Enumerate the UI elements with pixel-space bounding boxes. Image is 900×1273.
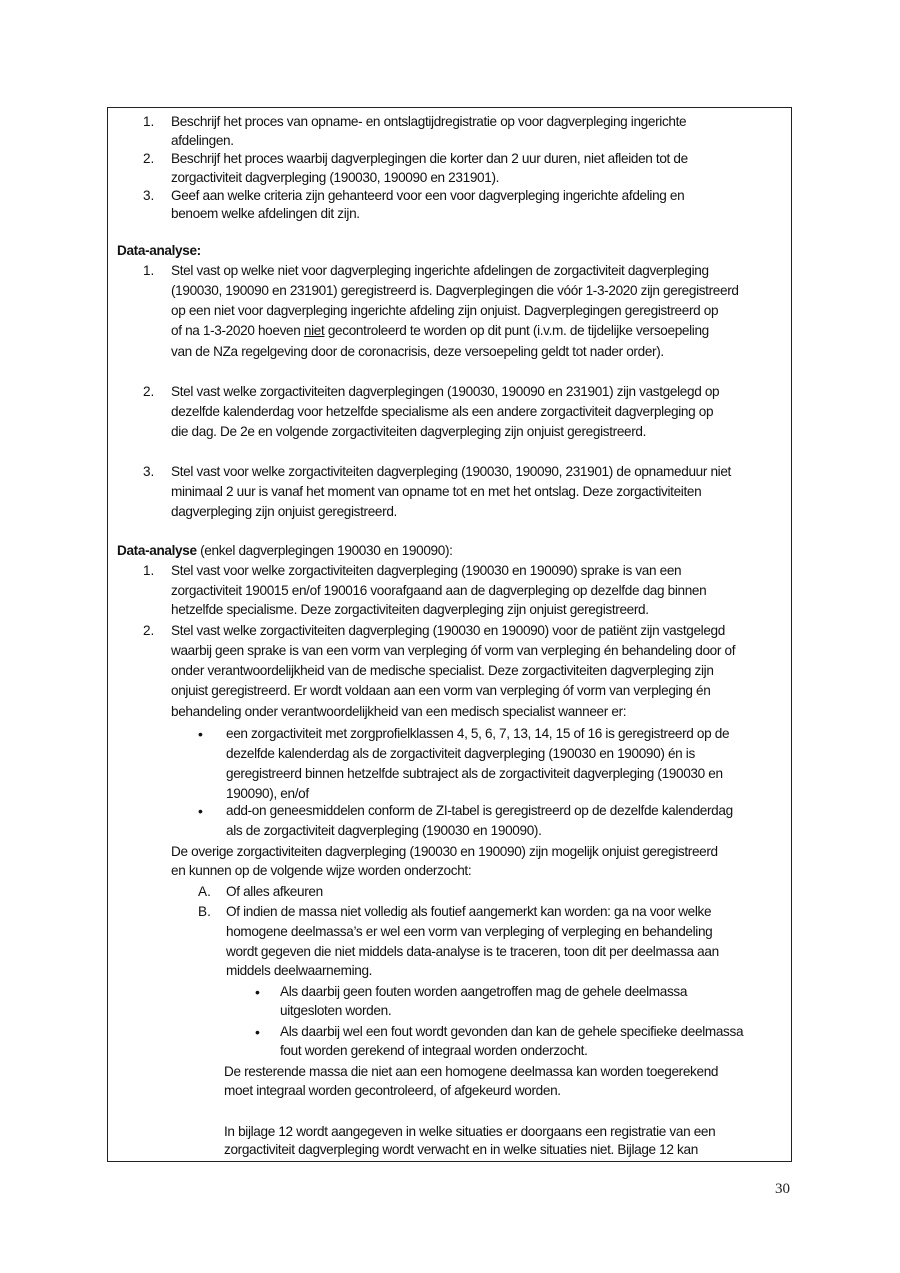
- list-marker: A.: [198, 884, 211, 899]
- bullet-icon: •: [255, 984, 260, 1000]
- text-segment: of na 1-3-2020 hoeven: [171, 323, 304, 338]
- list-item-text: Stel vast voor welke zorgactiviteiten dagverpleging (190030 en 190090) sprake is van een: [171, 563, 682, 578]
- list-item-text: zorgactiviteit dagverpleging (190030, 190090 en 231901).: [171, 170, 500, 185]
- bullet-text: als de zorgactiviteit dagverpleging (190030 en 190090).: [226, 823, 542, 838]
- bullet-text: 190090), en/of: [226, 786, 309, 801]
- list-item-text: zorgactiviteit 190015 en/of 190016 voorafgaand aan de dagverpleging op dezelfde dag binnen: [171, 583, 707, 598]
- bullet-icon: •: [198, 803, 203, 819]
- list-marker: 2.: [143, 384, 155, 399]
- list-marker: B.: [198, 904, 211, 919]
- list-marker: 2.: [143, 151, 155, 166]
- paragraph-text: De overige zorgactiviteiten dagverpleging (190030 en 190090) zijn mogelijk onjuist geregistreerd: [171, 844, 718, 859]
- list-item-text: Beschrijf het proces van opname- en ontslagtijdregistratie op voor dagverpleging ingerichte: [171, 114, 687, 129]
- list-item-text: Stel vast welke zorgactiviteiten dagverplegingen (190030, 190090 en 231901) zijn vastgelegd op: [171, 384, 720, 399]
- bullet-text: add-on geneesmiddelen conform de ZI-tabel is geregistreerd op de dezelfde kalenderdag: [226, 803, 733, 818]
- bullet-text: fout worden gerekend of integraal worden onderzocht.: [280, 1043, 588, 1058]
- list-item-text: wordt gegeven die niet middels data-analyse is te traceren, toon dit per deelmassa aan: [226, 944, 719, 959]
- bullet-text: uitgesloten worden.: [280, 1003, 392, 1018]
- list-item-text: op een niet voor dagverpleging ingerichte afdeling zijn onjuist. Dagverplegingen geregistreerd op: [171, 303, 719, 318]
- heading-bold: Data-analyse: [117, 543, 197, 558]
- heading-rest: (enkel dagverplegingen 190030 en 190090):: [196, 543, 453, 558]
- text-segment: gecontroleerd te worden op dit punt (i.v.m. de tijdelijke versoepeling: [324, 323, 709, 338]
- list-item-text: afdelingen.: [171, 133, 234, 148]
- list-item-text: onder verantwoordelijkheid van de medische specialist. Deze zorgactiviteiten dagverpleging zijn: [171, 663, 714, 678]
- list-item-text: Of alles afkeuren: [226, 884, 323, 899]
- paragraph-text: moet integraal worden gecontroleerd, of afgekeurd worden.: [224, 1083, 561, 1098]
- list-item-text: Stel vast voor welke zorgactiviteiten dagverpleging (190030, 190090, 231901) de opnameduur niet: [171, 464, 731, 479]
- list-item-text: minimaal 2 uur is vanaf het moment van opname tot en met het ontslag. Deze zorgactiviteiten: [171, 484, 702, 499]
- list-item-text: waarbij geen sprake is van een vorm van verpleging óf vorm van verpleging én behandeling door of: [171, 643, 736, 658]
- paragraph-text: In bijlage 12 wordt aangegeven in welke situaties er doorgaans een registratie van een: [224, 1124, 716, 1139]
- list-item-text: dezelfde kalenderdag voor hetzelfde specialisme als een andere zorgactiviteit dagverpleging op: [171, 404, 714, 419]
- paragraph-text: zorgactiviteit dagverpleging wordt verwacht en in welke situaties niet. Bijlage 12 kan: [224, 1142, 698, 1157]
- list-marker: 1.: [143, 563, 155, 578]
- list-marker: 3.: [143, 464, 155, 479]
- bullet-text: dezelfde kalenderdag als de zorgactiviteit dagverpleging (190030 en 190090) én is: [226, 746, 695, 761]
- bullet-icon: •: [255, 1024, 260, 1040]
- list-item-text: Beschrijf het proces waarbij dagverplegingen die korter dan 2 uur duren, niet afleiden tot de: [171, 151, 688, 166]
- list-item-text: hetzelfde specialisme. Deze zorgactiviteiten dagverpleging zijn onjuist geregistreerd.: [171, 602, 649, 617]
- bullet-text: een zorgactiviteit met zorgprofielklassen 4, 5, 6, 7, 13, 14, 15 of 16 is geregistreerd op de: [226, 726, 730, 741]
- list-item-text: (190030, 190090 en 231901) geregistreerd is. Dagverplegingen die vóór 1-3-2020 zijn geregistreerd: [171, 283, 739, 298]
- list-item-text: Stel vast op welke niet voor dagverpleging ingerichte afdelingen de zorgactiviteit dagverpleging: [171, 263, 709, 278]
- list-item-text: dagverpleging zijn onjuist geregistreerd.: [171, 504, 397, 519]
- list-item-text: Of indien de massa niet volledig als foutief aangemerkt kan worden: ga na voor welke: [226, 904, 712, 919]
- list-item-text: [171, 322, 709, 340]
- list-item-text: homogene deelmassa’s er wel een vorm van verpleging of verpleging en behandeling: [226, 924, 713, 939]
- list-item-text: behandeling onder verantwoordelijkheid van een medisch specialist wanneer er:: [171, 704, 627, 719]
- paragraph-text: De resterende massa die niet aan een homogene deelmassa kan worden toegerekend: [224, 1064, 719, 1079]
- list-item-text: die dag. De 2e en volgende zorgactiviteiten dagverpleging zijn onjuist geregistreerd.: [171, 424, 647, 439]
- list-marker: 2.: [143, 623, 155, 638]
- list-item-text: benoem welke afdelingen dit zijn.: [171, 206, 360, 221]
- list-item-text: Stel vast welke zorgactiviteiten dagverpleging (190030 en 190090) voor de patiënt zijn vastgelegd: [171, 623, 725, 638]
- list-item-text: Geef aan welke criteria zijn gehanteerd voor een voor dagverpleging ingerichte afdeling en: [171, 188, 685, 203]
- section-heading: Data-analyse:: [117, 243, 201, 258]
- section-heading: [117, 542, 453, 560]
- list-marker: 1.: [143, 114, 155, 129]
- paragraph-text: en kunnen op de volgende wijze worden onderzocht:: [171, 863, 472, 878]
- list-item-text: onjuist geregistreerd. Er wordt voldaan aan een vorm van verpleging óf vorm van verpleging én: [171, 683, 711, 698]
- bullet-text: Als daarbij wel een fout wordt gevonden dan kan de gehele specifieke deelmassa: [280, 1024, 744, 1039]
- page-number: 30: [775, 1181, 790, 1197]
- list-item-text: van de NZa regelgeving door de coronacrisis, deze versoepeling geldt tot nader order).: [171, 344, 664, 359]
- list-marker: 1.: [143, 263, 155, 278]
- bullet-text: Als daarbij geen fouten worden aangetroffen mag de gehele deelmassa: [280, 984, 688, 999]
- bullet-icon: •: [198, 726, 203, 742]
- list-item-text: middels deelwaarneming.: [226, 963, 373, 978]
- list-marker: 3.: [143, 188, 155, 203]
- underlined-emphasis: niet: [303, 323, 325, 338]
- bullet-text: geregistreerd binnen hetzelfde subtraject als de zorgactiviteit dagverpleging (190030 en: [226, 766, 723, 781]
